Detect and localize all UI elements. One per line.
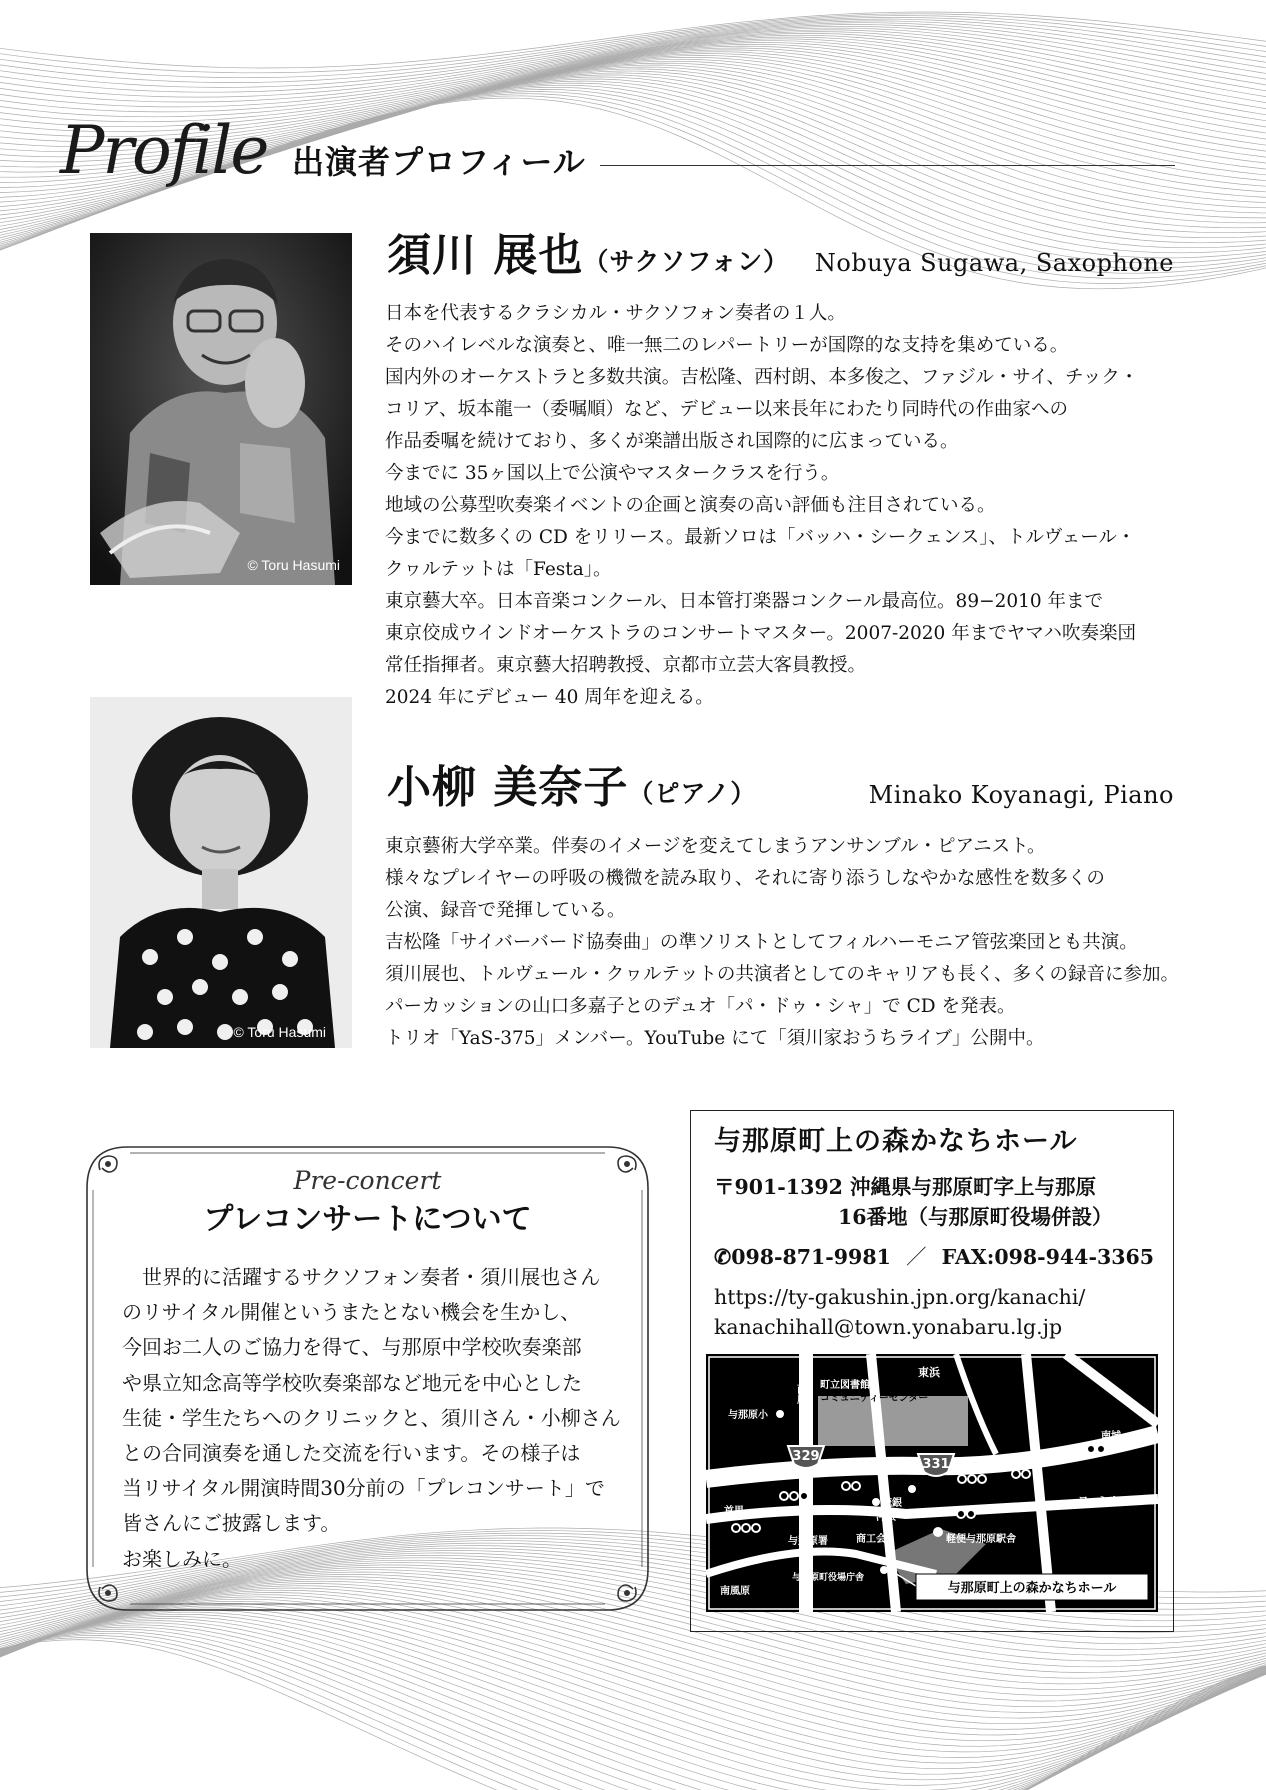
preconcert-line: 皆さんにご披露します。 <box>122 1511 341 1536</box>
performer-name <box>387 230 790 281</box>
preconcert-body <box>122 1260 621 1577</box>
koyanagi-bio <box>385 831 1179 1055</box>
page-title: 出演者プロフィール <box>292 143 586 181</box>
wave-line <box>0 1625 1266 1790</box>
preconcert-title: プレコンサートについて <box>203 1202 532 1237</box>
map-label-elementary: 与那原小 <box>728 1410 768 1421</box>
koyanagi-name: 小柳 美奈子 <box>387 762 629 813</box>
koyanagi-name-roman: Minako Koyanagi, Piano <box>868 781 1174 809</box>
map-label-higashihama: 東浜 <box>918 1366 940 1379</box>
map-hall-callout <box>890 1570 1148 1600</box>
map-label-station: 軽便与那原駅舎 <box>946 1534 1016 1545</box>
preconcert-line: のリサイタル開催というまたとない機会を生かし、 <box>122 1300 581 1325</box>
preconcert-line: 世界的に活躍するサクソフォン奏者・須川展也さん <box>122 1265 601 1289</box>
map-label-town-office: 与那原町役場庁舎 <box>792 1573 865 1583</box>
bio-line: 今までに 35ヶ国以上で公演やマスタークラスを行う。 <box>385 463 840 484</box>
map-label-police: 与那原署 <box>788 1536 828 1547</box>
venue-phone[interactable]: 098-871-9981 <box>731 1245 891 1269</box>
header-divider <box>600 165 1175 166</box>
bio-line: 公演、録音で発揮している。 <box>385 900 626 921</box>
venue-name: 与那原町上の森かなちホール <box>714 1126 1078 1157</box>
preconcert-line: 当リサイタル開演時間30分前の「プレコンサート」で <box>122 1476 605 1501</box>
map-label-nanjo: 南城 <box>1101 1431 1121 1442</box>
venue-fax: FAX:098-944-3365 <box>941 1245 1155 1269</box>
preconcert-line: お楽しみに。 <box>122 1546 242 1571</box>
bio-line: 日本を代表するクラシカル・サクソフォン奏者の１人。 <box>385 303 846 324</box>
map-label-nishihara: 西原 <box>794 1384 806 1404</box>
photo-credit: © Toru Hasumi <box>247 557 340 573</box>
bio-line: クヮルテットは「Festa」。 <box>385 559 612 580</box>
wave-line <box>0 25 1266 103</box>
profile-script-title: Profile <box>60 112 268 189</box>
map-label-shokokai: 商工会 <box>856 1534 886 1545</box>
map-label-community: コミュニティーセンター <box>820 1393 929 1404</box>
route-331-marker <box>918 1454 954 1476</box>
venue-address-line2: 16番地（与那原町役場併設） <box>838 1205 1113 1229</box>
koyanagi-photo <box>90 697 352 1048</box>
sugawa-instrument: （サクソフォン） <box>583 247 790 276</box>
svg-text:与那原町上の森かなちホール: 与那原町上の森かなちホール <box>947 1581 1117 1596</box>
sugawa-photo <box>90 233 352 585</box>
bio-line: 東京藝大卒。日本音楽コンクール、日本管打楽器コンクール最高位。89−2010 年まで <box>385 591 1104 612</box>
bio-line: 常任指揮者。東京藝大招聘教授、京都市立芸大客員教授。 <box>385 655 867 676</box>
venue-email[interactable]: kanachihall@town.yonabaru.lg.jp <box>714 1315 1063 1339</box>
bio-line: 須川展也、トルヴェール・クヮルテットの共演者としてのキャリアも長く、多くの録音に参加。 <box>385 964 1180 985</box>
svg-text:331: 331 <box>922 1457 950 1472</box>
sugawa-name: 須川 展也 <box>387 230 584 281</box>
bio-line: 様々なプレイヤーの呼吸の機微を読み取り、それに寄り添うしなやかな感性を数多くの <box>385 868 1105 889</box>
venue-map <box>706 1354 1158 1612</box>
sugawa-name-roman: Nobuya Sugawa, Saxophone <box>814 249 1174 277</box>
preconcert-line: との合同演奏を通した交流を行います。その様子は <box>122 1440 581 1465</box>
bio-line: コリア、坂本龍一（委嘱順）など、デビュー以来長年にわたり同時代の作曲家への <box>385 399 1069 420</box>
venue-address-line1: 〒901-1392 沖縄県与那原町字上与那原 <box>714 1175 1096 1199</box>
koyanagi-instrument: （ピアノ） <box>628 779 757 808</box>
map-label-okigin: 沖銀 <box>876 1512 896 1523</box>
map-label-familymart: ファミリーマート <box>1078 1496 1158 1507</box>
wave-line <box>0 1631 1266 1790</box>
photo-credit: © Toru Hasumi <box>233 1024 326 1040</box>
map-label-shuri: 首里 <box>724 1506 744 1517</box>
map-label-haebaru: 南風原 <box>720 1586 750 1597</box>
route-329-marker <box>788 1446 824 1468</box>
sugawa-bio <box>385 298 1138 714</box>
bio-line: 国内外のオーケストラと多数共演。吉松隆、西村朗、本多俊之、ファジル・サイ、チック・ <box>385 367 1139 388</box>
svg-text:329: 329 <box>792 1449 820 1464</box>
bio-line: トリオ「YaS-375」メンバー。YouTube にて「須川家おうちライブ」公開中。 <box>385 1028 1045 1049</box>
bio-line: 東京佼成ウインドオーケストラのコンサートマスター。2007-2020 年までヤマハ吹奏楽団 <box>385 623 1137 644</box>
phone-fax-separator: ／ <box>905 1245 927 1269</box>
bio-line: 東京藝術大学卒業。伴奏のイメージを変えてしまうアンサンブル・ピアニスト。 <box>385 836 1046 857</box>
bio-line: 地域の公募型吹奏楽イベントの企画と演奏の高い評価も注目されている。 <box>385 495 996 516</box>
bio-line: 作品委嘱を続けており、多くが楽譜出版され国際的に広まっている。 <box>385 431 959 452</box>
preconcert-line: 今回お二人のご協力を得て、与那原中学校吹奏楽部 <box>122 1335 582 1360</box>
bio-line: そのハイレベルな演奏と、唯一無二のレパートリーが国際的な支持を集めている。 <box>385 335 1069 356</box>
bio-line: 今までに数多くの CD をリリース。最新ソロは「バッハ・シークェンス」、トルヴェール・ <box>385 527 1136 548</box>
bio-line: 2024 年にデビュー 40 周年を迎える。 <box>385 687 714 708</box>
venue-phone-row <box>714 1247 1154 1268</box>
preconcert-line: や県立知念高等学校吹奏楽部など地元を中心とした <box>122 1370 582 1395</box>
venue-url[interactable]: https://ty-gakushin.jpn.org/kanachi/ <box>714 1285 1086 1309</box>
wave-line <box>0 17 1266 82</box>
wave-line <box>0 1623 1266 1790</box>
bio-line: 吉松隆「サイバーバード協奏曲」の準ソリストとしてフィルハーモニア管弦楽団とも共演。 <box>385 932 1138 953</box>
preconcert-line: 生徒・学生たちへのクリニックと、須川さん・小柳さん <box>122 1405 621 1430</box>
bio-line: パーカッションの山口多嘉子とのデュオ「パ・ドゥ・シャ」で CD を発表。 <box>385 996 1016 1017</box>
performer-name <box>387 762 757 813</box>
map-label-library: 町立図書館 <box>820 1380 870 1391</box>
wave-line <box>0 1627 1266 1790</box>
phone-icon: ✆ <box>714 1245 732 1269</box>
preconcert-script-title: Pre-concert <box>293 1166 442 1195</box>
map-label-ryugin: 琉銀 <box>882 1498 902 1509</box>
